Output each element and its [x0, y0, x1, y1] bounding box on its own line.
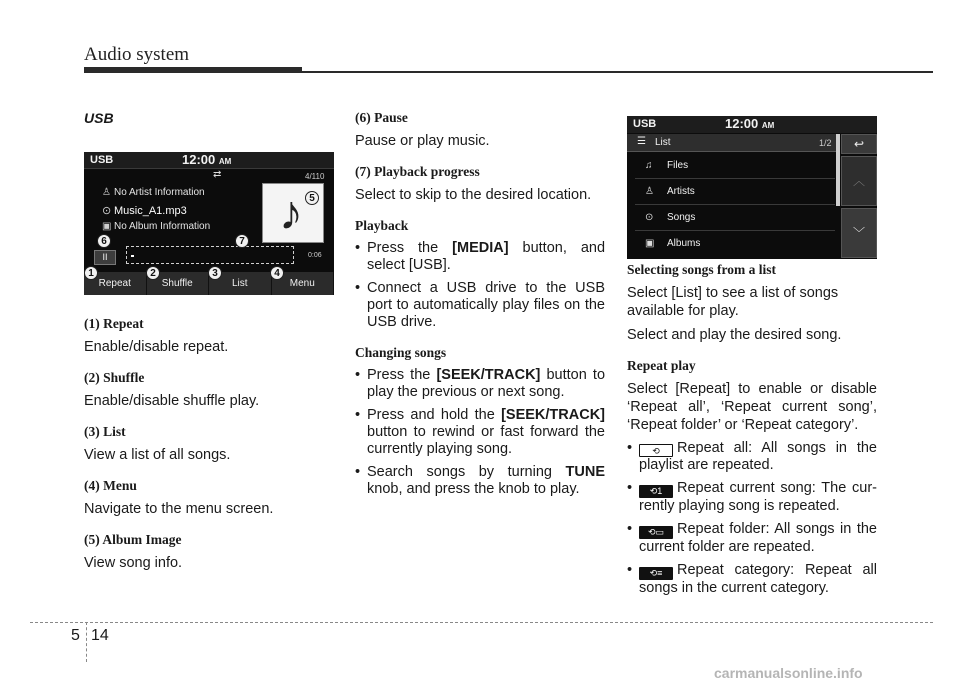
text: Repeat all: All songs in the playlist are repeated.	[639, 440, 877, 473]
repeat-all-icon: ⟲	[639, 444, 673, 457]
menu-button[interactable]: Menu	[272, 272, 335, 295]
text: Press the	[367, 367, 437, 383]
desc-text: Enable/disable shuffle play.	[84, 393, 260, 409]
playback-progress-bar[interactable]	[126, 246, 294, 264]
list-item: • Connect a USB drive to the USB port to automatically play files on the USB drive.	[355, 280, 605, 331]
list-item	[627, 562, 877, 597]
person-icon: ♙	[102, 187, 111, 198]
list-item	[355, 407, 605, 458]
list-item-label: Files	[667, 160, 689, 171]
scroll-up-button[interactable]	[841, 156, 877, 206]
column-1	[84, 110, 334, 126]
desc-repeat	[84, 316, 334, 356]
playback-heading: Playback	[355, 218, 409, 233]
repeat-section	[627, 358, 877, 597]
usb-playback-screen	[84, 152, 334, 295]
desc-album-image	[84, 532, 334, 572]
song-text: Music_A1.mp3	[114, 205, 187, 217]
changing-heading: Changing songs	[355, 345, 447, 360]
status-bar	[627, 116, 877, 133]
repeat-intro: Select [Repeat] to enable or disable ‘Repeat all’, ‘Repeat current song’, ‘Repeat folder’ or ‘Repeat category’.	[627, 381, 877, 433]
list-item-label: Albums	[667, 238, 701, 249]
footer-divider	[86, 622, 87, 662]
list-header	[627, 134, 837, 152]
text: Press and hold the	[367, 407, 502, 423]
list-item	[627, 440, 877, 474]
text: button, and select [USB].	[367, 240, 606, 273]
page-indicator: 1/2	[819, 138, 832, 148]
scroll-down-button[interactable]	[841, 208, 877, 258]
footer-rule	[30, 622, 933, 623]
usb-list-screen	[627, 116, 877, 259]
list-item	[627, 521, 877, 556]
callout-2: 2	[146, 266, 160, 280]
desc-menu	[84, 478, 334, 518]
desc-heading: (2) Shuffle	[84, 370, 145, 385]
desc-list	[84, 424, 334, 464]
pause-text: Pause or play music.	[355, 133, 490, 149]
text: Repeat current song: The cur-rently playing song is repeated.	[639, 480, 877, 514]
list-item-label: Songs	[667, 212, 696, 223]
source-label: USB	[90, 154, 114, 166]
text: Repeat category: Repeat all songs in the current category.	[639, 562, 877, 596]
music-note-icon: ♪	[279, 187, 303, 240]
repeat-button[interactable]: Repeat	[84, 272, 147, 295]
desc-heading: (3) List	[84, 424, 126, 439]
chapter-number: 5	[71, 627, 80, 644]
desc-text: Navigate to the menu screen.	[84, 501, 274, 517]
source-label: USB	[633, 118, 657, 130]
text: Search songs by turning	[367, 464, 566, 480]
album-icon: ▣	[645, 238, 655, 249]
repeat-one-icon: ⟲1	[639, 485, 673, 498]
callout-3: 3	[208, 266, 222, 280]
repeat-heading: Repeat play	[627, 358, 696, 373]
repeat-mode-icon: ⇄	[213, 169, 222, 180]
watermark: carmanualsonline.info	[714, 665, 863, 681]
chevron-down-icon: ﹀	[852, 226, 865, 240]
progress-fill	[131, 255, 134, 257]
shuffle-button[interactable]: Shuffle	[147, 272, 210, 295]
key-name: [MEDIA]	[452, 240, 509, 256]
selecting-section	[627, 262, 877, 344]
text: Repeat folder: All songs in the current folder are repeated.	[639, 521, 877, 555]
list-item	[355, 367, 605, 401]
text: button to play the previous or next song.	[367, 367, 606, 400]
track-counter: 4/110	[305, 172, 325, 181]
list-item	[355, 464, 605, 498]
text: Press the	[367, 240, 453, 256]
section-usb-label: USB	[84, 110, 114, 126]
song-icon: ⊙	[102, 205, 112, 217]
pause-section	[355, 110, 605, 150]
repeat-list	[627, 440, 877, 597]
artist-text: No Artist Information	[114, 187, 205, 198]
callout-6: 6	[97, 234, 111, 248]
list-item-artists[interactable]	[635, 180, 835, 205]
callout-7: 7	[235, 234, 249, 248]
list-item	[355, 240, 605, 274]
list-icon: ☰	[637, 136, 646, 147]
album-row	[102, 221, 210, 232]
progress-section	[355, 164, 605, 204]
list-button[interactable]: List	[209, 272, 272, 295]
text: knob, and press the knob to play.	[367, 481, 580, 497]
callout-1: 1	[84, 266, 98, 280]
playback-section	[355, 218, 605, 331]
clock	[182, 152, 231, 167]
back-button[interactable]	[841, 134, 877, 154]
song-row	[102, 204, 187, 217]
desc-heading: (1) Repeat	[84, 316, 144, 331]
pause-button[interactable]: II	[94, 250, 116, 265]
list-item-albums[interactable]	[635, 232, 835, 257]
desc-text: View a list of all songs.	[84, 447, 231, 463]
chevron-up-icon: ︿	[852, 174, 865, 188]
repeat-category-icon: ⟲≡	[639, 567, 673, 580]
page-header-title: Audio system	[84, 44, 190, 65]
key-name: [SEEK/TRACK]	[501, 407, 605, 423]
song-icon: ⊙	[645, 212, 654, 223]
progress-heading: (7) Playback progress	[355, 164, 480, 179]
back-arrow-icon: ↩	[853, 137, 865, 151]
list-item	[627, 480, 877, 515]
desc-text: View song info.	[84, 555, 183, 571]
clock-time: 12:00	[725, 116, 759, 131]
list-item-songs[interactable]	[635, 206, 835, 231]
list-item-label: Artists	[667, 186, 695, 197]
selecting-heading: Selecting songs from a list	[627, 262, 776, 277]
column-3	[627, 262, 877, 611]
selecting-text-2: Select and play the desired song.	[627, 327, 842, 343]
text: button to rewind or fast forward the currently playing song.	[367, 424, 605, 457]
callout-4: 4	[270, 266, 284, 280]
playback-list	[355, 240, 605, 331]
clock-ampm: AM	[218, 157, 232, 166]
page-number: 14	[91, 627, 109, 644]
header-rule-thin	[302, 71, 933, 73]
music-note-icon: ♫	[645, 160, 653, 171]
list-item-files[interactable]	[635, 154, 835, 179]
repeat-folder-icon: ⟲▭	[639, 526, 673, 539]
clock-ampm: AM	[761, 121, 775, 130]
album-icon: ▣	[102, 221, 112, 232]
desc-heading: (4) Menu	[84, 478, 137, 493]
scrollbar[interactable]	[836, 134, 840, 206]
status-bar	[84, 152, 334, 169]
list-title: List	[655, 137, 671, 148]
pause-heading: (6) Pause	[355, 110, 408, 125]
callout-5: 5	[305, 191, 319, 205]
key-name: TUNE	[565, 464, 605, 480]
desc-text: Enable/disable repeat.	[84, 339, 229, 355]
desc-shuffle	[84, 370, 334, 410]
key-name: [SEEK/TRACK]	[436, 367, 541, 383]
header-rule-thick	[84, 67, 302, 73]
progress-text: Select to skip to the desired location.	[355, 187, 592, 203]
changing-section	[355, 345, 605, 498]
clock-time: 12:00	[182, 152, 216, 167]
person-icon: ♙	[645, 186, 654, 197]
artist-row	[102, 187, 205, 198]
selecting-text-1: Select [List] to see a list of songs available for play.	[627, 285, 839, 319]
elapsed-time: 0:06	[308, 252, 322, 259]
clock	[725, 116, 774, 131]
column-2	[355, 110, 605, 512]
album-text: No Album Information	[114, 221, 211, 232]
column-1-descriptions	[84, 316, 334, 586]
desc-heading: (5) Album Image	[84, 532, 182, 547]
changing-list	[355, 367, 605, 498]
